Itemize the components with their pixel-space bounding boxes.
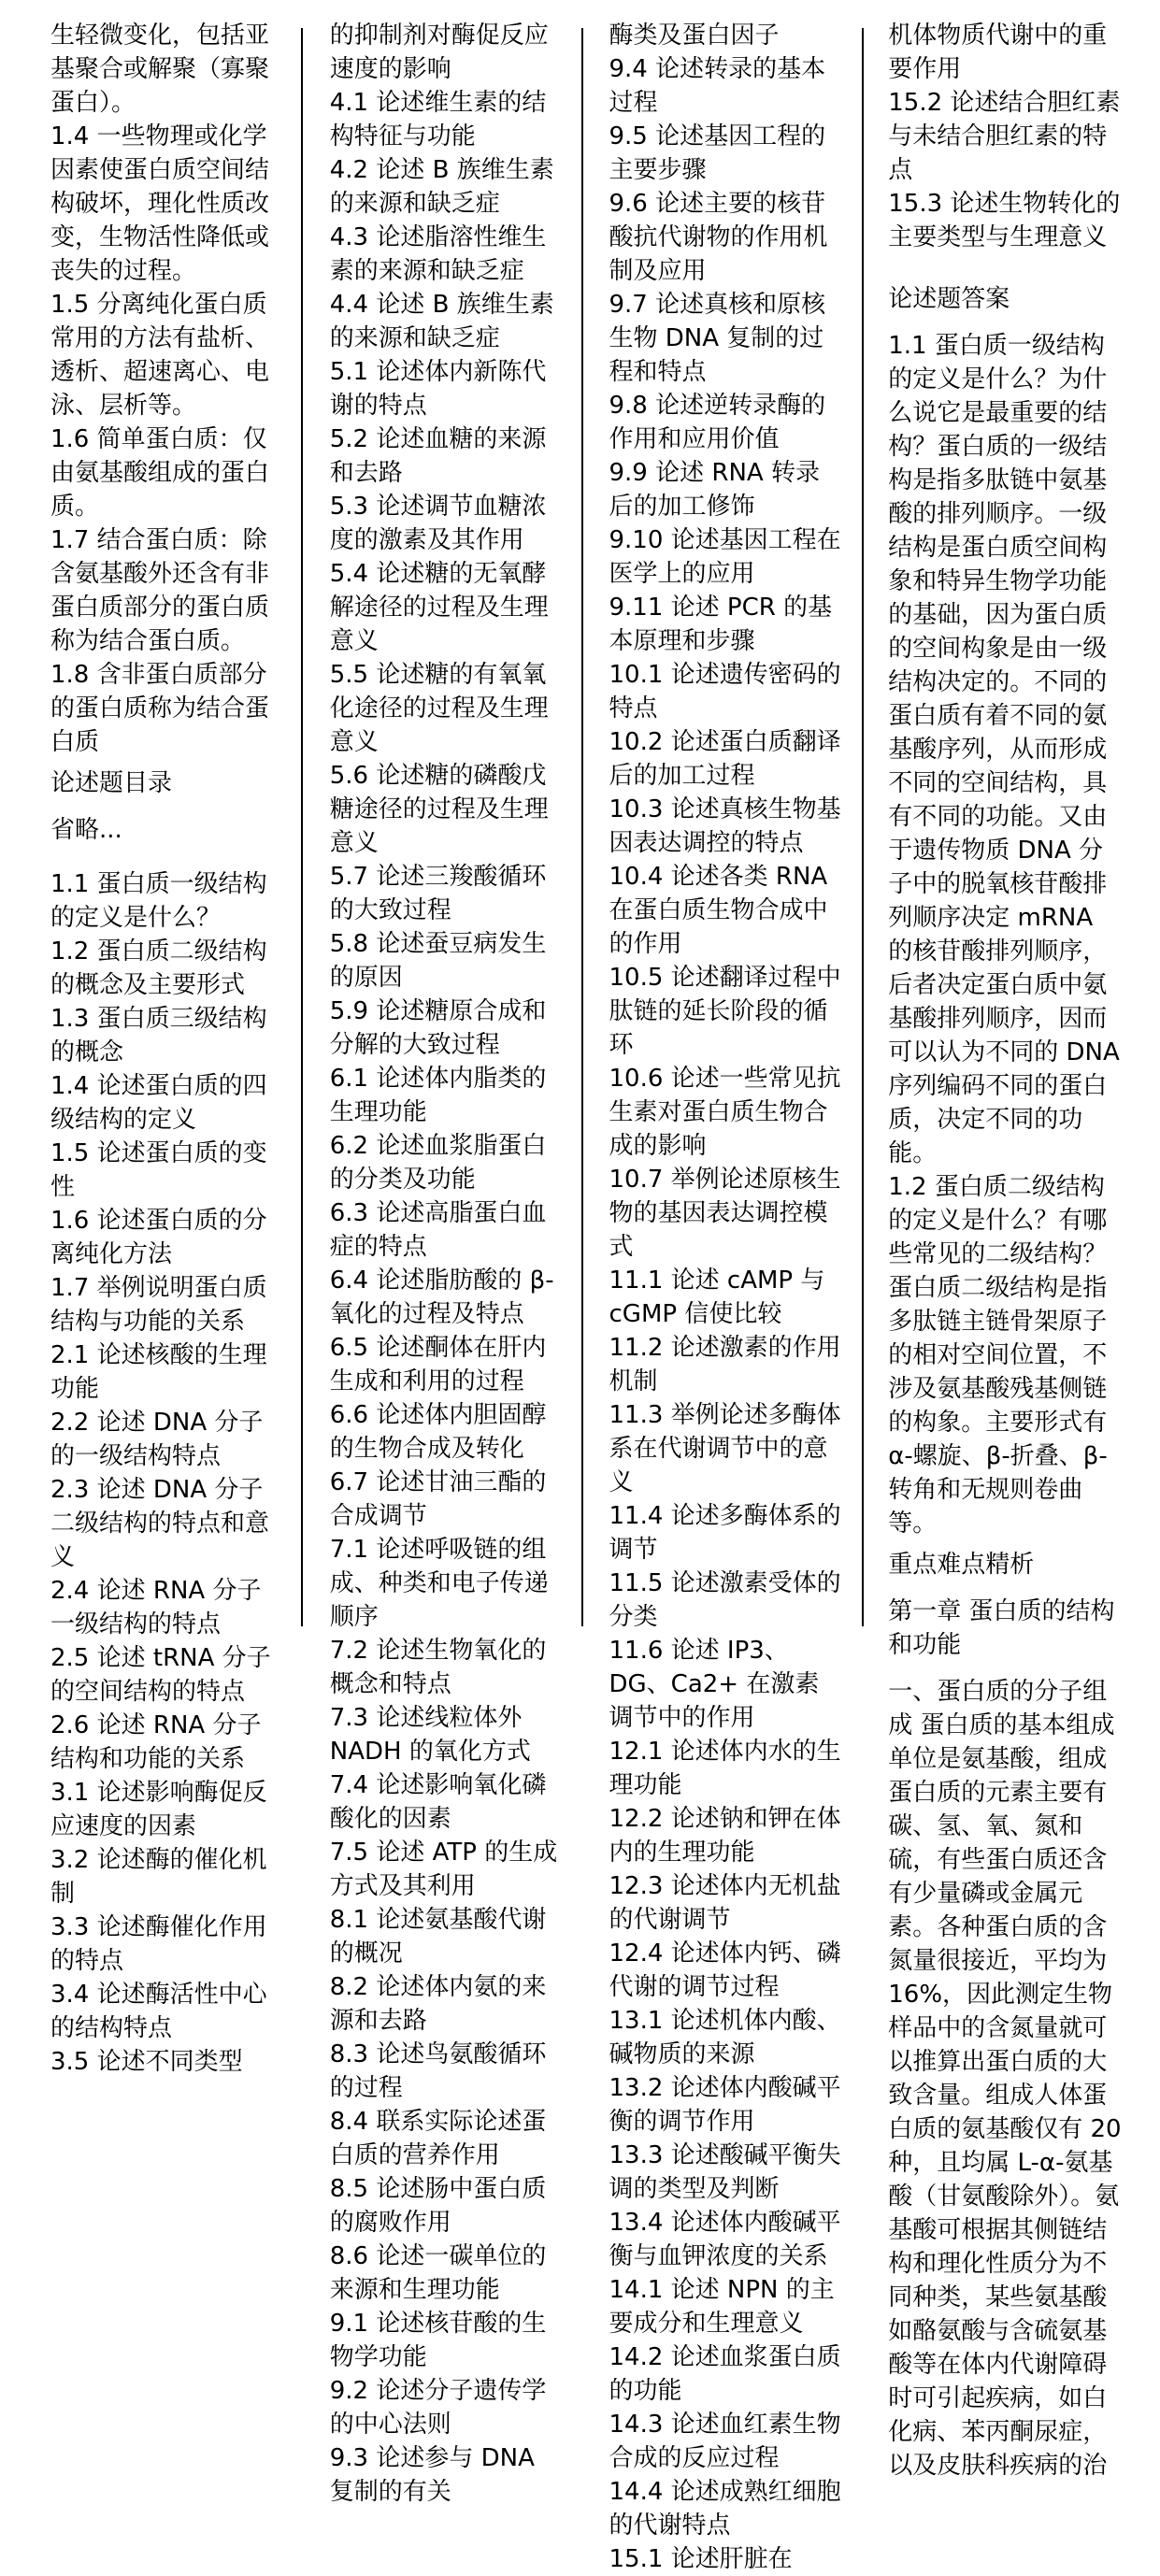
text-paragraph: 7.4 论述影响氧化磷酸化的因素 <box>329 1771 547 1833</box>
text-paragraph: 1.6 简单蛋白质：仅由氨基酸组成的蛋白质。 <box>50 425 270 521</box>
text-paragraph: 生轻微变化，包括亚基聚合或解聚（寡聚蛋白）。 <box>50 21 270 117</box>
text-paragraph: 2.3 论述 DNA 分子二级结构的特点和意义 <box>50 1476 270 1571</box>
text-paragraph: 省略... <box>50 816 122 844</box>
text-paragraph: 8.5 论述肠中蛋白质的腐败作用 <box>329 2175 547 2237</box>
text-paragraph: 7.5 论述 ATP 的生成方式及其利用 <box>329 1839 558 1900</box>
text-paragraph: 15.1 论述肝脏在 <box>609 2545 793 2573</box>
text-paragraph: 13.1 论述机体内酸、碱物质的来源 <box>609 2007 841 2068</box>
text-paragraph: 2.2 论述 DNA 分子的一级结构特点 <box>50 1409 264 1470</box>
text-paragraph: 9.4 论述转录的基本过程 <box>609 55 826 117</box>
text-paragraph: 5.5 论述糖的有氧氧化途径的过程及生理意义 <box>329 661 549 756</box>
text-paragraph: 的抑制剂对酶促反应速度的影响 <box>329 21 549 83</box>
text-paragraph: 机体物质代谢中的重要作用 <box>888 21 1108 83</box>
text-paragraph: 6.5 论述酮体在肝内生成和利用的过程 <box>329 1334 547 1395</box>
text-paragraph: 10.1 论述遗传密码的特点 <box>609 661 841 723</box>
text-paragraph: 1.7 结合蛋白质：除含氨基酸外还含有非蛋白质部分的蛋白质称为结合蛋白质。 <box>50 526 270 655</box>
text-paragraph: 8.2 论述体内氨的来源和去路 <box>329 1973 547 2035</box>
text-paragraph: 12.1 论述体内水的生理功能 <box>609 1738 841 1799</box>
text-paragraph: 9.5 论述基因工程的主要步骤 <box>609 122 826 184</box>
spacer <box>888 254 1123 275</box>
text-paragraph: 2.4 论述 RNA 分子一级结构的特点 <box>50 1577 262 1639</box>
text-paragraph: 8.4 联系实际论述蛋白质的营养作用 <box>329 2108 547 2169</box>
section-heading: 重点难点精析 <box>888 1551 1035 1579</box>
text-paragraph: 10.7 举例论述原核生物的基因表达调控模式 <box>609 1166 841 1261</box>
text-paragraph: 5.9 论述糖原合成和分解的大致过程 <box>329 997 547 1059</box>
text-paragraph: 9.9 论述 RNA 转录后的加工修饰 <box>609 459 820 521</box>
text-paragraph: 1.6 论述蛋白质的分离纯化方法 <box>50 1207 267 1268</box>
text-paragraph: 7.3 论述线粒体外 NADH 的氧化方式 <box>329 1704 531 1766</box>
text-paragraph: 2.5 论述 tRNA 分子的空间结构的特点 <box>50 1644 271 1706</box>
text-paragraph: 4.3 论述脂溶性维生素的来源和缺乏症 <box>329 223 547 285</box>
text-paragraph: 6.6 论述体内胆固醇的生物合成及转化 <box>329 1401 547 1463</box>
text-column-1 <box>50 19 285 2076</box>
text-paragraph: 1.4 一些物理或化学因素使蛋白质空间结构破坏，理化性质改变，生物活性降低或丧失的过程。 <box>50 122 270 285</box>
text-paragraph: 5.2 论述血糖的来源和去路 <box>329 425 547 487</box>
text-paragraph: 15.3 论述生物转化的主要类型与生理意义 <box>888 190 1121 251</box>
text-paragraph: 7.2 论述生物氧化的概念和特点 <box>329 1637 547 1698</box>
text-paragraph: 11.6 论述 IP3、DG、Ca2+ 在激素调节中的作用 <box>609 1637 820 1732</box>
column-divider-3 <box>862 28 864 1626</box>
text-paragraph: 11.1 论述 cAMP 与 cGMP 信使比较 <box>609 1267 825 1328</box>
text-paragraph: 9.7 论述真核和原核生物 DNA 复制的过程和特点 <box>609 291 826 386</box>
text-paragraph: 1.2 蛋白质二级结构的概念及主要形式 <box>50 937 267 999</box>
text-paragraph: 4.1 论述维生素的结构特征与功能 <box>329 89 547 150</box>
text-paragraph: 6.2 论述血浆脂蛋白的分类及功能 <box>329 1132 547 1194</box>
text-paragraph: 10.5 论述翻译过程中肽链的延长阶段的循环 <box>609 964 841 1059</box>
section-heading: 论述题答案 <box>888 285 1010 313</box>
text-paragraph: 13.4 论述体内酸碱平衡与血钾浓度的关系 <box>609 2209 841 2270</box>
section-heading: 论述题目录 <box>50 769 173 797</box>
column-divider-2 <box>581 28 583 1626</box>
text-paragraph: 酶类及蛋白因子 <box>609 21 780 50</box>
text-paragraph: 5.6 论述糖的磷酸戊糖途径的过程及生理意义 <box>329 762 549 857</box>
text-paragraph: 14.3 论述血红素生物合成的反应过程 <box>609 2411 841 2472</box>
text-paragraph: 9.6 论述主要的核苷酸抗代谢物的作用机制及应用 <box>609 190 828 285</box>
text-paragraph: 5.8 论述蚕豆病发生的原因 <box>329 930 547 992</box>
text-paragraph: 5.4 论述糖的无氧酵解途径的过程及生理意义 <box>329 560 549 655</box>
text-paragraph: 10.4 论述各类 RNA 在蛋白质生物合成中的作用 <box>609 863 828 958</box>
column-divider-1 <box>301 28 303 1626</box>
text-paragraph: 9.8 论述逆转录酶的作用和应用价值 <box>609 392 826 453</box>
text-paragraph: 2.1 论述核酸的生理功能 <box>50 1341 267 1403</box>
text-paragraph: 11.3 举例论述多酶体系在代谢调节中的意义 <box>609 1401 841 1496</box>
text-paragraph: 9.2 论述分子遗传学的中心法则 <box>329 2377 547 2439</box>
text-paragraph: 3.1 论述影响酶促反应速度的因素 <box>50 1779 267 1840</box>
text-paragraph: 1.1 蛋白质一级结构的定义是什么？为什么说它是最重要的结构？蛋白质的一级结构是指多肽链中氨基酸的排列顺序。一级结构是蛋白质空间构象和特异生物学功能的基础，因为蛋白质的空间构象是由一级结构决定的。不同的蛋白质有着不同的氨基酸序列，从而形成不同的空间结构，具有不同的功能。又由于遗传物质 DNA 分子中的脱氧核苷酸排列顺序决定 mRNA 的核苷酸排列顺序，后者决定蛋白质中氨基酸排列顺序，因而可以认为不同的 DNA 序列编码不同的蛋白质，决定不同的功能。 <box>888 332 1120 1167</box>
text-paragraph: 10.2 论述蛋白质翻译后的加工过程 <box>609 728 841 790</box>
text-paragraph: 8.1 论述氨基酸代谢的概况 <box>329 1906 547 1968</box>
text-paragraph: 9.11 论述 PCR 的基本原理和步骤 <box>609 594 833 655</box>
text-paragraph: 3.3 论述酶催化作用的特点 <box>50 1913 267 1975</box>
text-paragraph: 5.1 论述体内新陈代谢的特点 <box>329 358 547 420</box>
text-paragraph: 6.1 论述体内脂类的生理功能 <box>329 1065 547 1126</box>
text-paragraph: 3.4 论述酶活性中心的结构特点 <box>50 1981 267 2042</box>
text-paragraph: 14.4 论述成熟红细胞的代谢特点 <box>609 2478 841 2540</box>
text-paragraph: 3.5 论述不同类型 <box>50 2048 243 2076</box>
text-paragraph: 10.6 论述一些常见抗生素对蛋白质生物合成的影响 <box>609 1065 841 1160</box>
text-paragraph: 11.4 论述多酶体系的调节 <box>609 1502 841 1564</box>
text-paragraph: 9.1 论述核苷酸的生物学功能 <box>329 2310 547 2371</box>
text-paragraph: 12.3 论述体内无机盐的代谢调节 <box>609 1872 841 1934</box>
text-paragraph: 3.2 论述酶的催化机制 <box>50 1846 267 1908</box>
text-paragraph: 6.7 论述甘油三酯的合成调节 <box>329 1468 547 1530</box>
text-paragraph: 9.10 论述基因工程在医学上的应用 <box>609 526 841 588</box>
text-paragraph: 6.4 论述脂肪酸的 β-氧化的过程及特点 <box>329 1267 554 1328</box>
text-paragraph: 11.2 论述激素的作用机制 <box>609 1334 841 1395</box>
text-paragraph: 4.4 论述 B 族维生素的来源和缺乏症 <box>329 291 554 352</box>
text-paragraph: 一、蛋白质的分子组成 蛋白质的基本组成单位是氨基酸，组成蛋白质的元素主要有碳、氢、氧、氮和硫，有些蛋白质还含有少量磷或金属元素。各种蛋白质的含氮量很接近，平均为 16%，因此测定生物样品中的含氮量就可以推算出蛋白质的大致含量。组成人体蛋白质的氨基酸仅有 20 种，且均属 L-α-氨基酸（甘氨酸除外）。氨基酸可根据其侧链结构和理化性质分为不同种类，某些氨基酸如酪氨酸与含硫氨基酸等在体内代谢障碍时可引起疾病，如白化病、苯丙酮尿症，以及皮肤科疾病的治 <box>888 1678 1122 2480</box>
text-paragraph: 8.3 论述鸟氨酸循环的过程 <box>329 2040 547 2102</box>
text-paragraph: 13.3 论述酸碱平衡失调的类型及判断 <box>609 2141 841 2203</box>
text-paragraph: 1.4 论述蛋白质的四级结构的定义 <box>50 1072 267 1134</box>
text-paragraph: 4.2 论述 B 族维生素的来源和缺乏症 <box>329 156 554 218</box>
text-column-4 <box>888 19 1123 2480</box>
text-paragraph: 7.1 论述呼吸链的组成、种类和电子传递顺序 <box>329 1536 549 1631</box>
text-paragraph: 1.5 分离纯化蛋白质常用的方法有盐析、透析、超速离心、电泳、层析等。 <box>50 291 270 420</box>
text-paragraph: 6.3 论述高脂蛋白血症的特点 <box>329 1199 547 1261</box>
text-paragraph: 1.8 含非蛋白质部分的蛋白质称为结合蛋白质 <box>50 661 270 756</box>
text-paragraph: 11.5 论述激素受体的分类 <box>609 1569 841 1631</box>
text-paragraph: 2.6 论述 RNA 分子结构和功能的关系 <box>50 1711 262 1773</box>
text-paragraph: 1.7 举例说明蛋白质结构与功能的关系 <box>50 1274 267 1336</box>
text-paragraph: 1.1 蛋白质一级结构的定义是什么？ <box>50 870 267 932</box>
text-paragraph: 1.5 论述蛋白质的变性 <box>50 1139 267 1201</box>
section-heading: 第一章 蛋白质的结构和功能 <box>888 1597 1115 1659</box>
text-paragraph: 13.2 论述体内酸碱平衡的调节作用 <box>609 2074 841 2136</box>
text-paragraph: 1.3 蛋白质三级结构的概念 <box>50 1005 267 1066</box>
text-paragraph: 8.6 论述一碳单位的来源和生理功能 <box>329 2242 547 2304</box>
text-paragraph: 5.3 论述调节血糖浓度的激素及其作用 <box>329 493 547 554</box>
text-paragraph: 12.2 论述钠和钾在体内的生理功能 <box>609 1805 841 1867</box>
text-paragraph: 5.7 论述三羧酸循环的大致过程 <box>329 863 547 924</box>
text-paragraph: 12.4 论述体内钙、磷代谢的调节过程 <box>609 1939 841 2001</box>
text-paragraph: 9.3 论述参与 DNA 复制的有关 <box>329 2444 535 2506</box>
text-paragraph: 10.3 论述真核生物基因表达调控的特点 <box>609 795 841 857</box>
spacer <box>50 847 285 867</box>
text-paragraph: 14.1 论述 NPN 的主要成分和生理意义 <box>609 2276 835 2338</box>
text-paragraph: 15.2 论述结合胆红素与未结合胆红素的特点 <box>888 89 1121 184</box>
text-paragraph: 1.2 蛋白质二级结构的定义是什么？有哪些常见的二级结构？蛋白质二级结构是指多肽链主链骨架原子的相对空间位置，不涉及氨基酸残基侧链的构象。主要形式有 α-螺旋、β-折叠、β-转角和无规则卷曲等。 <box>888 1173 1108 1538</box>
text-column-3 <box>609 19 844 2573</box>
text-paragraph: 14.2 论述血浆蛋白质的功能 <box>609 2343 841 2405</box>
text-column-2 <box>329 19 565 2506</box>
